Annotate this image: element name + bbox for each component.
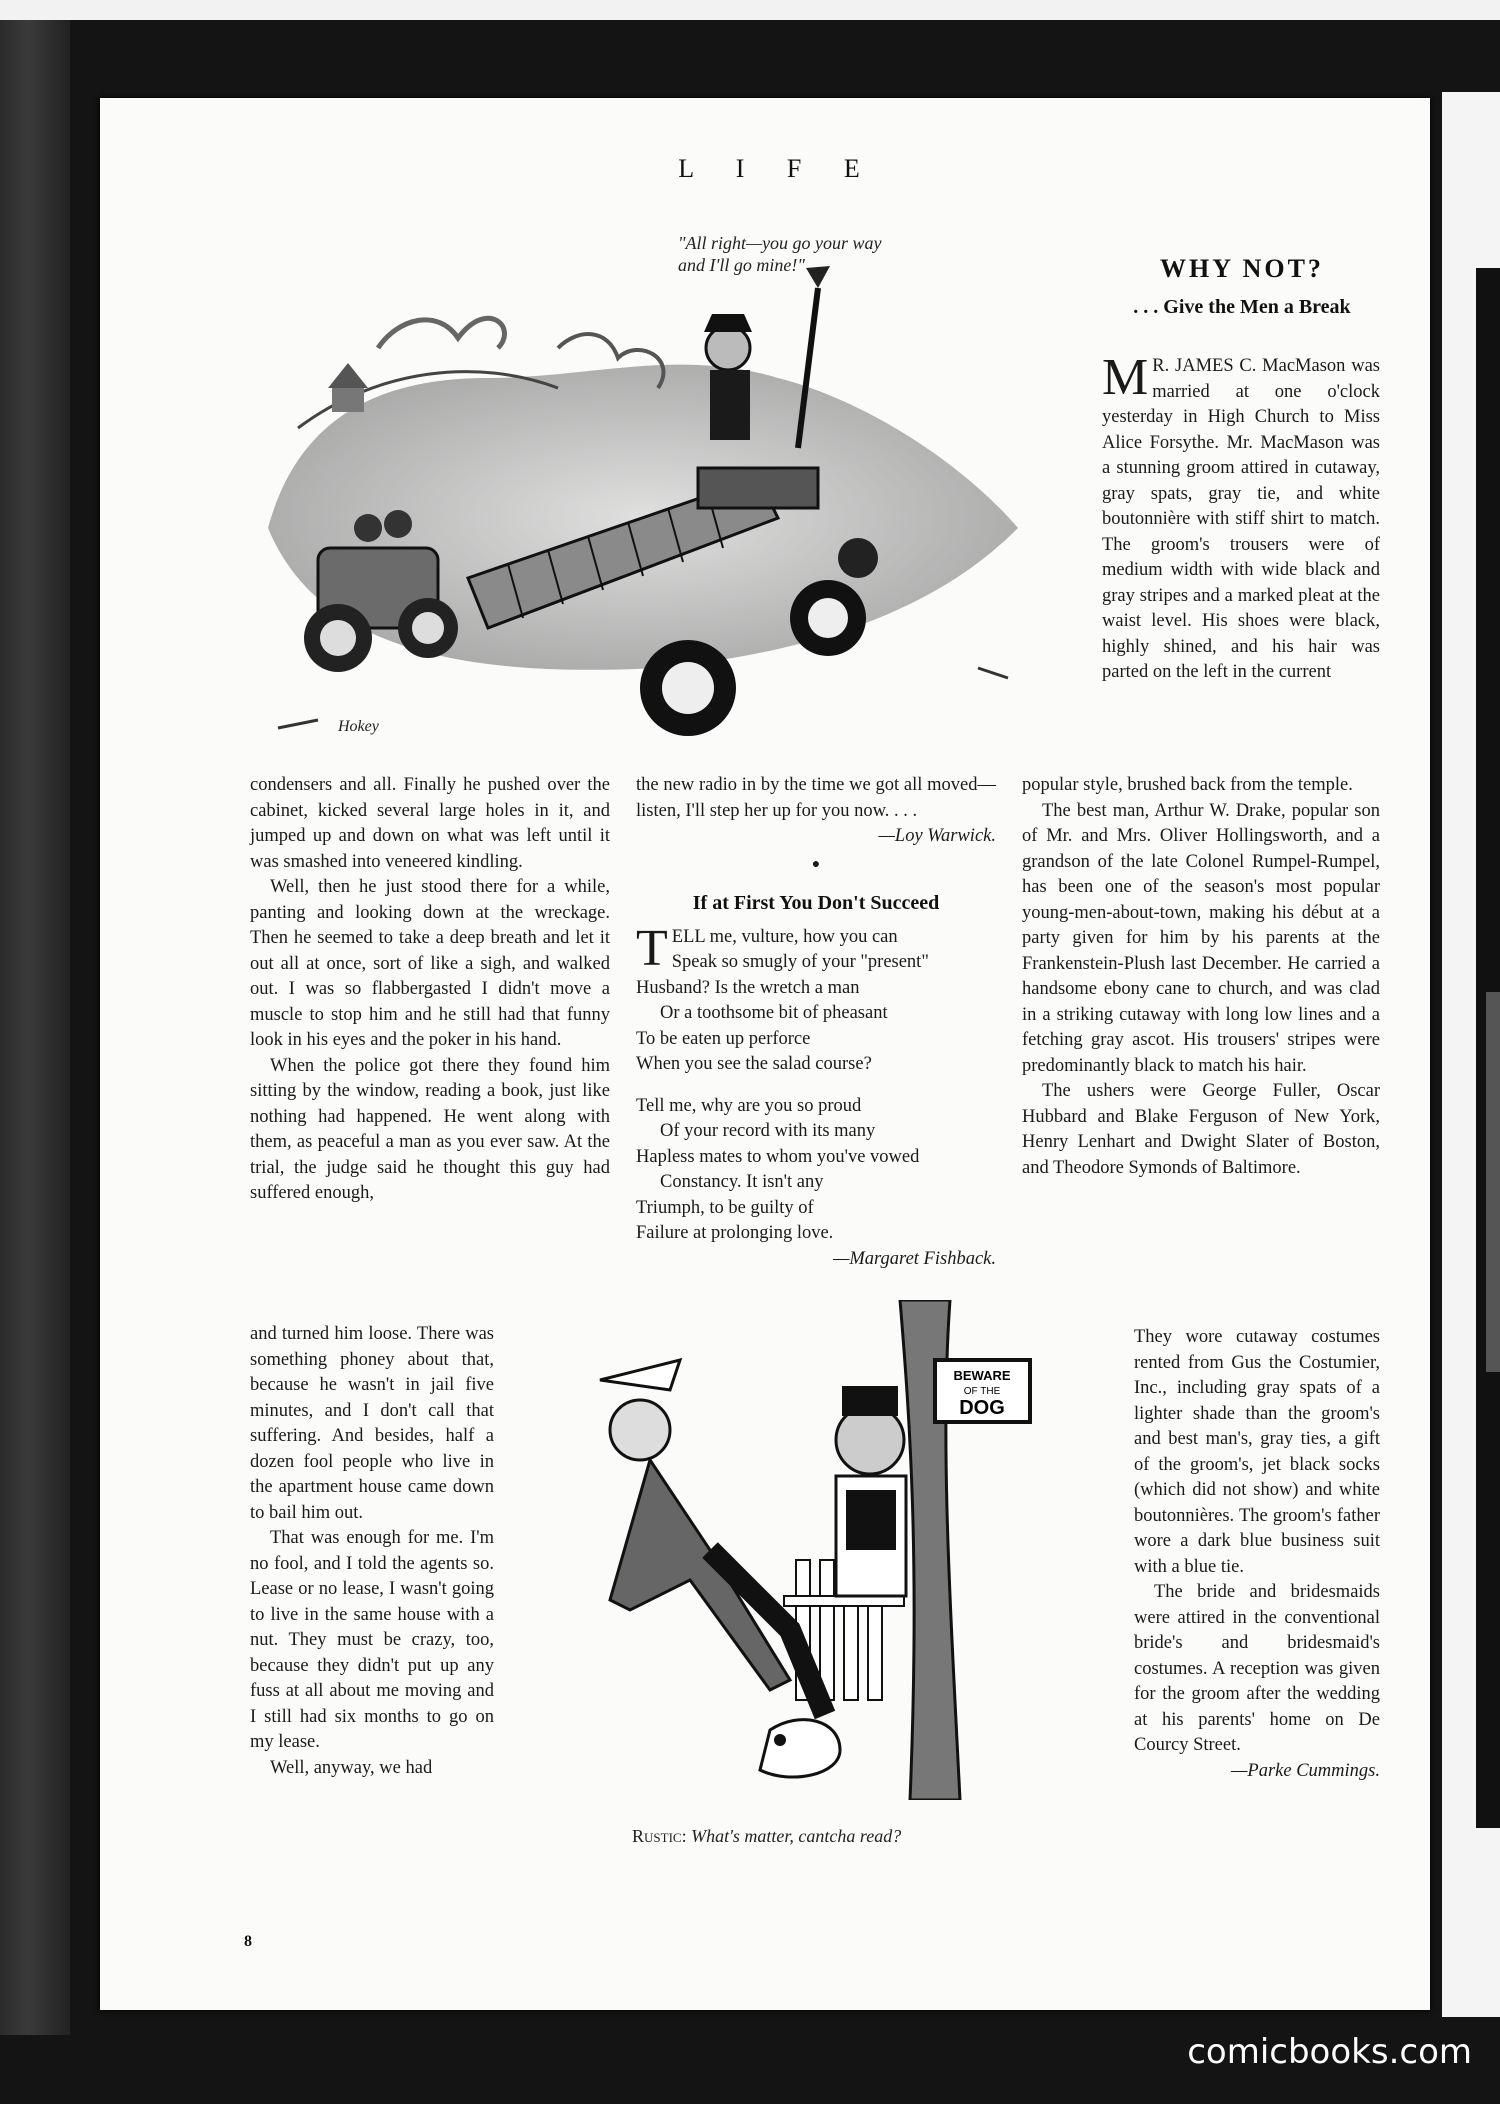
article-dropcap: M [1102,349,1149,406]
facing-page-edge [1442,92,1500,2017]
left-p4: That was enough for me. I'm no fool, and I told the agents so. Lease or no lease, I wasn't going to live in the same house with a nut. They must be crazy, too, because they didn't put up any fuss at all about me moving and I still had six months to go on my lease. [250,1528,494,1752]
article-p3b: They wore cutaway costumes rented from Gus the Costumier, Inc., including gray spats of a lighter shade than the groom's and best man's, gray ties, a gift of the groom's, jet black socks (which did not show) and white boutonnières. The groom's father wore a dark blue business suit with a blue tie. [1134,1327,1380,1577]
magazine-header: L I F E [678,154,878,183]
caption-speaker: Rustic: [632,1826,687,1846]
poem-signature: —Margaret Fishback. [832,1248,996,1269]
poem-line: Speak so smugly of your "present" [671,952,929,972]
poem-dropcap: T [636,919,668,977]
poem-line: When you see the salad course? [636,1054,872,1074]
left-column [250,773,610,1207]
sign-line3: DOG [959,1397,1005,1419]
left-p3b: and turned him loose. There was something phoney about that, because he wasn't in jail five minutes, and I don't call that suffering. And besides, half a dozen fool people who live in the apartment house came down to bail him out. [250,1324,494,1523]
sign-line2: OF THE [963,1386,1001,1397]
top-edge [0,0,1500,20]
poem-line: Constancy. It isn't any [660,1172,824,1192]
article-p4: The bride and bridesmaids were attired in the conventional bride's and bridesmaid's costumes. A reception was given for the groom after the wedding at his parents' home on De Courcy Street. [1134,1582,1380,1755]
sign-line1: BEWARE [953,1368,1011,1383]
rustic-illustration [540,1300,1040,1800]
poem-line: To be eaten up perforce [636,1028,811,1049]
left-p5: Well, anyway, we had [270,1757,433,1778]
fire-truck-cartoon [258,228,1058,748]
poem-line: Husband? Is the wretch a man [636,977,860,998]
article-signature: —Parke Cummings. [1230,1760,1380,1781]
cartoonist-signature: Hokey [338,718,379,735]
article-title: WHY NOT? [1160,254,1324,283]
story-signature: —Loy Warwick. [878,826,996,846]
poem-line: Tell me, why are you so proud [636,1095,862,1116]
poem-line: ELL me, vulture, how you can [671,926,898,947]
article-subtitle: . . . Give the Men a Break [1133,296,1351,318]
left-p2: Well, then he just stood there for a while, panting and looking down at the wreckage. Then he seemed to take a deep breath and let it out all at once, sort of like a sigh, and walked out. I was so flabbergasted I didn't move a muscle to stop him and he still had that funny look in his eyes and the poker in his hand. [250,877,610,1050]
left-column-narrow [250,1322,494,1781]
poem-line: Failure at prolonging love. [636,1223,834,1243]
poem-title: If at First You Don't Succeed [692,892,940,914]
right-column-wide [1022,773,1380,1181]
rustic-caption [632,1826,901,1847]
poem-line: Of your record with its many [660,1121,876,1141]
article-p1-tail: popular style, brushed back from the temple. [1022,775,1353,795]
poem-line: Triumph, to be guilty of [636,1197,814,1218]
site-watermark: comicbooks.com [1187,2032,1472,2072]
fire-truck-illustration [258,228,1058,748]
poem-line: Hapless mates to whom you've vowed [636,1146,920,1167]
page-number: 8 [244,1933,252,1950]
poem-line: Or a toothsome bit of pheasant [660,1003,888,1023]
right-header [1102,254,1382,319]
story-ending: the new radio in by the time we got all moved—listen, I'll step her up for you now. . . . [636,775,996,821]
caption-text: What's matter, cantcha read? [691,1826,902,1846]
article-p3: The ushers were George Fuller, Oscar Hubbard and Blake Ferguson of New York, Henry Lenhart and Dwight Slater of Boston, and Theodore Symonds of Baltimore. [1022,1081,1380,1178]
article-p1: was married at one o'clock yesterday in High Church to Miss Alice Forsythe. Mr. MacMason was a stunning groom attired in cutaway, gray spats, gray tie, and white boutonnière with stiff shirt to match. The groom's trousers were of medium width with wide black and gray stripes and a marked pleat at the waist level. His shoes were black, highly shined, and his hair was parted on the left in the current [1102,356,1381,682]
cartoon-caption-line1: "All right—you go your way [678,233,882,253]
left-p3: When the police got there they found him sitting by the window, reading a book, just like nothing had happened. He went along with them, as peaceful a man as you ever saw. At the trial, the judge said he thought this guy had suffered enough, [250,1055,610,1203]
right-column-narrow-lower [1134,1325,1380,1784]
poem [636,919,996,1247]
rustic-cartoon [540,1300,1040,1850]
binding-shadow [0,20,70,2035]
right-column-narrow [1102,349,1381,686]
article-p2: The best man, Arthur W. Drake, popular son of Mr. and Mrs. Oliver Hollingsworth, and a grandson of the late Colonel Rumpel-Rumpel, has been one of the season's most popular young-men-about-town, making his début at a party given for him by his parents at the Frankenstein-Plush last December. He carried a handsome ebony cane to church, and was clad in a striking cutaway with long low lines and a fetching gray ascot. His trousers' stripes were predominantly black to match his hair. [1022,800,1380,1076]
article-lead: R. JAMES C. MacMason [1152,356,1346,376]
separator-dot: ● [811,856,821,872]
middle-column [636,773,996,1272]
cartoon-caption-line2: and I'll go mine!" [678,255,805,275]
left-p1: condensers and all. Finally he pushed over the cabinet, kicked several large holes in it, and jumped up and down on what was left until it was smashed into veneered kindling. [250,775,610,872]
